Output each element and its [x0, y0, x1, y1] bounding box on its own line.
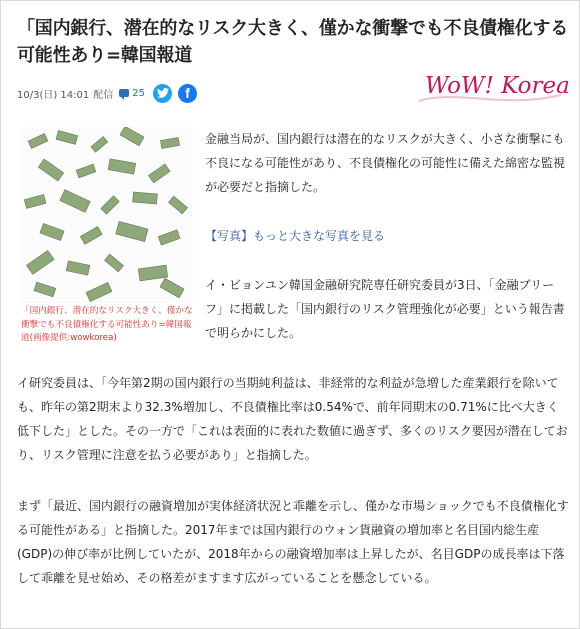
article-paragraph-1: 金融当局が、国内銀行は潜在的なリスクが大きく、小さな衝撃にも不良になる可能性があり、不良債権化の可能性に備えた綿密な監視が必要だと指摘した。: [205, 132, 566, 194]
wowkorea-logo: [415, 71, 570, 107]
photo-caption: 「国内銀行、潜在的なリスク大きく、僅かな衝撃でも不良債権化する可能性あり=韓国報道(画像提供:wowkorea): [21, 306, 193, 343]
article-photo[interactable]: [21, 127, 193, 303]
article-headline: 「国内銀行、潜在的なリスク大きく、僅かな衝撃でも不良債権化する可能性あり=韓国報道: [17, 18, 569, 66]
twitter-icon[interactable]: [153, 84, 172, 103]
article-meta: [17, 83, 203, 103]
article-paragraph-3: イ研究委員は、「今年第2期の国内銀行の当期純利益は、非経常的な利益が急増した産業銀行を除いても、昨年の第2期末より32.3%増加し、不良債権比率は0.54%で、前年同期末の0.71%に比べ大きく低下した」とした。その一方で「これは表面的に表れた数値に過ぎず、多くのリスク要因が潜在しており、リスク管理に注意を払う必要があり」と指摘した。: [17, 376, 568, 462]
comment-icon[interactable]: [119, 89, 129, 97]
article-source-label: 配信: [93, 89, 114, 101]
comment-count[interactable]: 25: [132, 87, 145, 99]
article-paragraph-4: まず「最近、国内銀行の融資増加が実体経済状況と乖離を示し、僅かな市場ショックでも不良債権化する可能性がある」と指摘した。2017年までは国内銀行のウォン貨融資の増加率と名目国内総生産(GDP)の伸び率が比例していたが、2018年からの融資増加率は上昇したが、名目GDPの成長率は下落して乖離を見せ始め、その格差がますます広がっていることを懸念している。: [17, 499, 569, 585]
logo-text: WoW! Korea: [425, 73, 570, 99]
article-paragraph-2: イ・ビョンユン韓国金融研究院専任研究委員が3日、「金融ブリーフ」に掲載した「国内銀行のリスク管理強化が必要」という報告書で明らかにした。: [205, 278, 565, 340]
photo-link[interactable]: 【写真】もっと大きな写真を見る: [205, 229, 386, 243]
article-date: 10/3(日) 14:01: [17, 89, 90, 101]
facebook-icon[interactable]: f: [178, 84, 197, 103]
